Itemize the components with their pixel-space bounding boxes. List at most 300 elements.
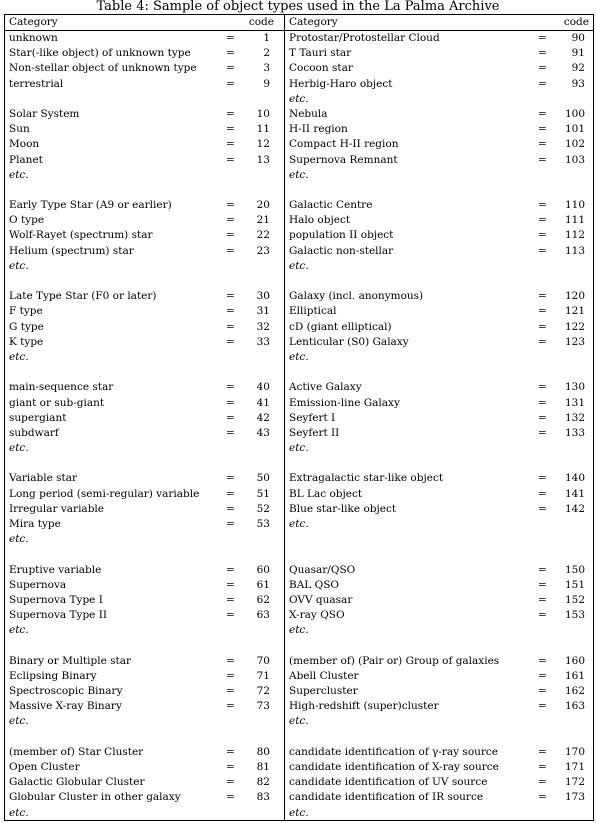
equals-sign: = — [226, 123, 235, 136]
category-name: Seyfert II — [289, 426, 340, 439]
table-row — [285, 92, 593, 107]
category-name: Massive X-ray Binary — [9, 700, 122, 713]
table-row — [5, 441, 284, 456]
etc-label: etc. — [289, 92, 309, 105]
equals-sign: = — [226, 107, 235, 120]
etc-label: etc. — [9, 350, 29, 363]
etc-label: etc. — [289, 715, 309, 728]
etc-label: etc. — [289, 259, 309, 272]
equals-sign: = — [538, 62, 547, 75]
category-code: 73 — [256, 700, 270, 713]
category-code: 152 — [564, 593, 585, 606]
category-code: 102 — [564, 138, 585, 151]
equals-sign: = — [538, 396, 547, 409]
table-row — [285, 365, 593, 380]
category-name: Abell Cluster — [289, 669, 359, 682]
table-row — [285, 198, 593, 213]
table-row — [5, 502, 284, 517]
category-name: Nebula — [289, 107, 328, 120]
table-row — [5, 350, 284, 365]
table-row — [285, 654, 593, 669]
category-code: 11 — [256, 123, 270, 136]
category-name: candidate identification of IR source — [289, 791, 484, 804]
category-name: Blue star-like object — [289, 502, 397, 515]
category-name: Moon — [9, 138, 40, 151]
table-row — [5, 213, 284, 228]
category-code: 71 — [256, 669, 270, 682]
category-code: 123 — [564, 335, 585, 348]
table-row — [5, 335, 284, 350]
equals-sign: = — [226, 745, 235, 758]
category-code: 113 — [564, 244, 585, 257]
category-name: Planet — [9, 153, 43, 166]
category-name: Compact H-II region — [289, 138, 399, 151]
table-row — [5, 92, 284, 107]
category-code: 62 — [256, 593, 270, 606]
category-name: Supernova Type II — [9, 609, 108, 622]
equals-sign: = — [538, 320, 547, 333]
table-row — [285, 517, 593, 532]
header-code: code — [248, 16, 274, 28]
equals-sign: = — [538, 669, 547, 682]
equals-sign: = — [226, 563, 235, 576]
table-row — [285, 441, 593, 456]
equals-sign: = — [226, 776, 235, 789]
category-code: 172 — [564, 776, 585, 789]
category-name: O type — [9, 214, 45, 227]
category-name: (member of) Star Cluster — [9, 745, 144, 758]
etc-label: etc. — [9, 533, 29, 546]
equals-sign: = — [538, 244, 547, 257]
equals-sign: = — [226, 290, 235, 303]
table-row — [5, 61, 284, 76]
table-row — [285, 168, 593, 183]
category-name: Galactic Globular Cluster — [9, 776, 145, 789]
table-row — [285, 456, 593, 471]
etc-label: etc. — [9, 715, 29, 728]
equals-sign: = — [226, 62, 235, 75]
etc-label: etc. — [289, 442, 309, 455]
category-name: Star(-like object) of unknown type — [9, 47, 191, 60]
table-row — [5, 244, 284, 259]
table-row — [5, 289, 284, 304]
table-row — [285, 775, 593, 790]
category-name: Binary or Multiple star — [9, 654, 132, 667]
table-row — [5, 639, 284, 654]
table-row — [5, 137, 284, 152]
equals-sign: = — [226, 153, 235, 166]
category-code: 53 — [256, 518, 270, 530]
table-row — [285, 608, 593, 623]
equals-sign: = — [226, 396, 235, 409]
equals-sign: = — [538, 502, 547, 515]
header-category: Category — [289, 16, 338, 28]
category-name: Long period (semi-regular) variable — [9, 487, 200, 500]
category-code: 10 — [256, 107, 270, 120]
category-name: Mira type — [9, 518, 61, 530]
equals-sign: = — [226, 320, 235, 333]
equals-sign: = — [226, 669, 235, 682]
category-code: 80 — [256, 745, 270, 758]
category-code: 103 — [564, 153, 585, 166]
table-row — [285, 532, 593, 547]
category-code: 141 — [564, 487, 585, 500]
equals-sign: = — [226, 472, 235, 485]
table-row — [5, 471, 284, 486]
category-code: 30 — [256, 290, 270, 303]
table-row — [285, 183, 593, 198]
category-name: supergiant — [9, 411, 67, 424]
category-name: Cocoon star — [289, 62, 353, 75]
table-row — [5, 411, 284, 426]
category-code: 21 — [256, 214, 270, 227]
category-code: 173 — [564, 791, 585, 804]
etc-label: etc. — [9, 442, 29, 455]
category-name: Quasar/QSO — [289, 563, 356, 576]
header-code: code — [563, 16, 589, 28]
table-row — [5, 228, 284, 243]
category-code: 142 — [564, 502, 585, 515]
category-name: terrestrial — [9, 77, 64, 90]
table-row — [5, 183, 284, 198]
category-name: Irregular variable — [9, 502, 104, 515]
equals-sign: = — [538, 153, 547, 166]
table-row — [5, 623, 284, 638]
category-code: 92 — [571, 62, 585, 75]
category-code: 81 — [256, 761, 270, 773]
table-row — [285, 228, 593, 243]
equals-sign: = — [538, 381, 547, 394]
etc-label: etc. — [9, 168, 29, 181]
category-name: population II object — [289, 229, 394, 242]
equals-sign: = — [538, 472, 547, 485]
category-name: Protostar/Protostellar Cloud — [289, 32, 440, 44]
table-row — [5, 790, 284, 805]
equals-sign: = — [226, 791, 235, 804]
category-code: 93 — [571, 77, 585, 90]
category-code: 13 — [256, 153, 270, 166]
equals-sign: = — [226, 685, 235, 698]
left-rows — [5, 31, 284, 821]
category-code: 22 — [256, 229, 270, 242]
table-row — [285, 31, 593, 46]
category-name: Late Type Star (F0 or later) — [9, 290, 157, 303]
equals-sign: = — [226, 244, 235, 257]
equals-sign: = — [226, 199, 235, 212]
table-row — [5, 320, 284, 335]
table-row — [285, 350, 593, 365]
etc-label: etc. — [9, 624, 29, 637]
equals-sign: = — [538, 290, 547, 303]
category-code: 42 — [256, 411, 270, 424]
category-code: 3 — [263, 62, 270, 75]
table-row — [5, 654, 284, 669]
table-row — [5, 547, 284, 562]
category-code: 83 — [256, 791, 270, 804]
equals-sign: = — [538, 335, 547, 348]
etc-label: etc. — [289, 350, 309, 363]
category-code: 170 — [564, 745, 585, 758]
category-name: candidate identification of X-ray source — [289, 761, 499, 773]
category-name: Sun — [9, 123, 30, 136]
equals-sign: = — [226, 335, 235, 348]
equals-sign: = — [226, 761, 235, 773]
table-row — [285, 623, 593, 638]
table-row — [285, 137, 593, 152]
equals-sign: = — [538, 138, 547, 151]
table-row — [5, 669, 284, 684]
equals-sign: = — [538, 563, 547, 576]
equals-sign: = — [226, 518, 235, 530]
table-row — [285, 61, 593, 76]
category-code: 160 — [564, 654, 585, 667]
table-row — [5, 31, 284, 46]
table-row — [5, 365, 284, 380]
table-row — [5, 593, 284, 608]
category-name: cD (giant elliptical) — [289, 320, 392, 333]
table-row — [5, 259, 284, 274]
category-code: 131 — [564, 396, 585, 409]
category-code: 43 — [256, 426, 270, 439]
category-name: Galactic Centre — [289, 199, 373, 212]
table-row — [285, 46, 593, 61]
category-name: Seyfert I — [289, 411, 336, 424]
table-row — [285, 107, 593, 122]
equals-sign: = — [226, 305, 235, 318]
category-name: Extragalactic star-like object — [289, 472, 444, 485]
table-row — [5, 77, 284, 92]
category-code: 162 — [564, 685, 585, 698]
category-code: 163 — [564, 700, 585, 713]
equals-sign: = — [538, 487, 547, 500]
equals-sign: = — [226, 214, 235, 227]
category-name: candidate identification of γ-ray source — [289, 745, 499, 758]
equals-sign: = — [538, 107, 547, 120]
category-code: 171 — [564, 761, 585, 773]
equals-sign: = — [538, 609, 547, 622]
table-row — [285, 578, 593, 593]
category-name: Active Galaxy — [289, 381, 362, 394]
table-row — [285, 760, 593, 775]
category-code: 52 — [256, 502, 270, 515]
category-name: Solar System — [9, 107, 80, 120]
category-name: Eruptive variable — [9, 563, 102, 576]
equals-sign: = — [226, 138, 235, 151]
table-row — [285, 259, 593, 274]
table-row — [285, 304, 593, 319]
equals-sign: = — [538, 32, 547, 44]
category-code: 161 — [564, 669, 585, 682]
category-name: Supernova — [9, 578, 67, 591]
table-row — [5, 487, 284, 502]
category-name: Eclipsing Binary — [9, 669, 97, 682]
category-code: 32 — [256, 320, 270, 333]
category-code: 50 — [256, 472, 270, 485]
table-row — [285, 289, 593, 304]
table-row — [285, 153, 593, 168]
table-row — [5, 608, 284, 623]
category-name: OVV quasar — [289, 593, 353, 606]
etc-label: etc. — [289, 806, 309, 819]
category-name: Emission-line Galaxy — [289, 396, 400, 409]
category-code: 101 — [564, 123, 585, 136]
etc-label: etc. — [289, 518, 309, 530]
category-code: 70 — [256, 654, 270, 667]
equals-sign: = — [226, 77, 235, 90]
category-name: Helium (spectrum) star — [9, 244, 134, 257]
equals-sign: = — [226, 609, 235, 622]
table-row — [5, 122, 284, 137]
category-code: 33 — [256, 335, 270, 348]
table-row — [5, 684, 284, 699]
equals-sign: = — [538, 593, 547, 606]
equals-sign: = — [538, 700, 547, 713]
table-row — [285, 396, 593, 411]
category-name: Elliptical — [289, 305, 337, 318]
category-code: 90 — [571, 32, 585, 44]
category-code: 151 — [564, 578, 585, 591]
equals-sign: = — [538, 47, 547, 60]
category-code: 40 — [256, 381, 270, 394]
equals-sign: = — [226, 654, 235, 667]
table-row — [285, 714, 593, 729]
category-code: 9 — [263, 77, 270, 90]
table-row — [5, 775, 284, 790]
table-row — [285, 639, 593, 654]
category-code: 112 — [564, 229, 585, 242]
equals-sign: = — [538, 578, 547, 591]
table-row — [285, 593, 593, 608]
category-code: 132 — [564, 411, 585, 424]
table-row — [5, 380, 284, 395]
category-code: 41 — [256, 396, 270, 409]
table-row — [5, 806, 284, 821]
equals-sign: = — [538, 745, 547, 758]
equals-sign: = — [538, 199, 547, 212]
category-name: K type — [9, 335, 44, 348]
equals-sign: = — [226, 229, 235, 242]
category-name: Early Type Star (A9 or earlier) — [9, 199, 172, 212]
category-name: Globular Cluster in other galaxy — [9, 791, 181, 804]
table-row — [285, 806, 593, 821]
table-row — [5, 563, 284, 578]
equals-sign: = — [538, 411, 547, 424]
table-row — [5, 730, 284, 745]
table-row — [285, 380, 593, 395]
category-code: 150 — [564, 563, 585, 576]
category-code: 111 — [564, 214, 585, 227]
table-row — [285, 699, 593, 714]
equals-sign: = — [538, 214, 547, 227]
etc-label: etc. — [9, 259, 29, 272]
equals-sign: = — [538, 654, 547, 667]
category-name: unknown — [9, 32, 58, 44]
table-row — [5, 198, 284, 213]
equals-sign: = — [226, 32, 235, 44]
equals-sign: = — [538, 685, 547, 698]
table-row — [285, 563, 593, 578]
category-name: Galaxy (incl. anonymous) — [289, 290, 424, 303]
table-row — [285, 335, 593, 350]
table-row — [285, 213, 593, 228]
category-name: (member of) (Pair or) Group of galaxies — [289, 654, 500, 667]
category-name: main-sequence star — [9, 381, 114, 394]
category-name: Spectroscopic Binary — [9, 685, 123, 698]
category-name: Wolf-Rayet (spectrum) star — [9, 229, 153, 242]
equals-sign: = — [538, 123, 547, 136]
equals-sign: = — [226, 593, 235, 606]
equals-sign: = — [538, 229, 547, 242]
header-category: Category — [9, 16, 58, 28]
equals-sign: = — [538, 77, 547, 90]
category-name: Supernova Remnant — [289, 153, 398, 166]
table-row — [5, 578, 284, 593]
category-code: 100 — [564, 107, 585, 120]
table-row — [5, 274, 284, 289]
table-row — [5, 168, 284, 183]
category-code: 60 — [256, 563, 270, 576]
table-row — [5, 517, 284, 532]
table-row — [5, 153, 284, 168]
table-row — [285, 426, 593, 441]
equals-sign: = — [538, 761, 547, 773]
equals-sign: = — [226, 381, 235, 394]
table-row — [285, 669, 593, 684]
table-row — [5, 46, 284, 61]
equals-sign: = — [538, 305, 547, 318]
table-row — [285, 790, 593, 805]
equals-sign: = — [226, 411, 235, 424]
table-row — [285, 730, 593, 745]
table-row — [285, 487, 593, 502]
category-name: X-ray QSO — [289, 609, 345, 622]
category-code: 72 — [256, 685, 270, 698]
table-row — [5, 107, 284, 122]
category-name: giant or sub-giant — [9, 396, 105, 409]
category-name: Lenticular (S0) Galaxy — [289, 335, 409, 348]
table-row — [285, 77, 593, 92]
category-code: 2 — [263, 47, 270, 60]
category-name: Supercluster — [289, 685, 358, 698]
table-row — [285, 244, 593, 259]
equals-sign: = — [538, 791, 547, 804]
category-name: Galactic non-stellar — [289, 244, 394, 257]
etc-label: etc. — [289, 624, 309, 637]
category-name: Herbig-Haro object — [289, 77, 393, 90]
category-code: 91 — [571, 47, 585, 60]
equals-sign: = — [226, 700, 235, 713]
table-row — [285, 274, 593, 289]
table-row — [285, 471, 593, 486]
category-code: 20 — [256, 199, 270, 212]
category-name: BAL QSO — [289, 578, 340, 591]
equals-sign: = — [226, 502, 235, 515]
category-code: 12 — [256, 138, 270, 151]
equals-sign: = — [538, 426, 547, 439]
object-types-table — [4, 14, 594, 821]
category-name: Supernova Type I — [9, 593, 103, 606]
table-row — [5, 426, 284, 441]
table-row — [285, 122, 593, 137]
equals-sign: = — [538, 776, 547, 789]
table-row — [285, 411, 593, 426]
category-code: 51 — [256, 487, 270, 500]
equals-sign: = — [226, 578, 235, 591]
table-row — [5, 699, 284, 714]
equals-sign: = — [226, 47, 235, 60]
table-row — [285, 547, 593, 562]
table-row — [285, 745, 593, 760]
